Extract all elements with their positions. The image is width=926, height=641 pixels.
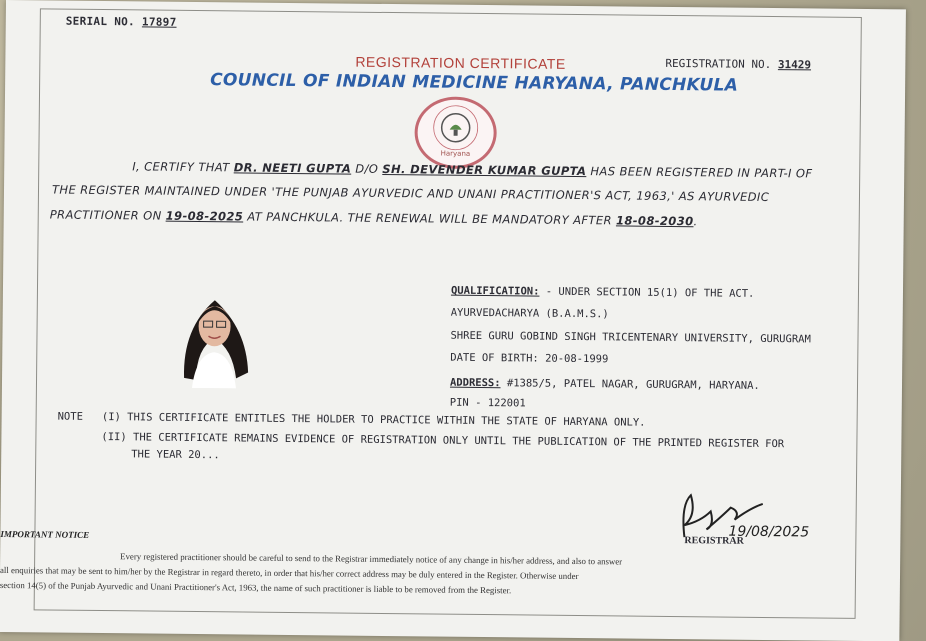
- dob-label: DATE OF BIRTH:: [450, 351, 539, 365]
- address-value: #1385/5, PATEL NAGAR, GURUGRAM, HARYANA.: [500, 377, 760, 392]
- certificate-title: REGISTRATION CERTIFICATE: [355, 53, 566, 72]
- university-text: SHREE GURU GOBIND SINGH TRICENTENARY UNIVERSITY, GURUGRAM: [450, 329, 811, 346]
- holder-name: DR. NEETI GUPTA: [233, 160, 352, 176]
- line3-mid: AT PANCHKULA. THE RENEWAL WILL BE MANDATORY AFTER: [243, 209, 617, 228]
- serial-number: [66, 15, 177, 29]
- note-text-1: (I) THIS CERTIFICATE ENTITLES THE HOLDER TO PRACTICE WITHIN THE STATE OF HARYANA ONLY.: [101, 411, 646, 429]
- dob-value: 20-08-1999: [538, 352, 609, 366]
- note-label: NOTE: [57, 410, 83, 423]
- pin-line: [450, 397, 526, 410]
- degree-text: AYURVEDACHARYA (B.A.M.S.): [450, 306, 609, 321]
- important-notice-heading: IMPORTANT NOTICE: [0, 528, 90, 540]
- certify-line-2: THE REGISTER MAINTAINED UNDER 'THE PUNJAB AYURVEDIC AND UNANI PRACTITIONER'S ACT, 1963,' AS AYURVEDIC: [51, 182, 770, 205]
- note-item-2-cont: THE YEAR 20...: [131, 448, 220, 462]
- council-name: COUNCIL OF INDIAN MEDICINE HARYANA, PANCHKULA: [210, 70, 739, 96]
- notice-line-3: section 14(5) of the Punjab Ayurvedic and Unani Practitioner's Act, 1963, the name of such practitioner is liable to be removed from the Register.: [0, 579, 512, 596]
- pin-label: PIN: [449, 396, 469, 409]
- council-seal: [414, 96, 497, 169]
- father-name: SH. DEVENDER KUMAR GUPTA: [382, 161, 587, 179]
- holder-photo: [162, 288, 263, 389]
- qualification-value: - UNDER SECTION 15(1) OF THE ACT.: [539, 285, 755, 300]
- registration-value: 31429: [777, 58, 812, 72]
- relation-text: D/O: [351, 161, 383, 176]
- notice-line-1: Every registered practitioner should be careful to send to the Registrar immediately notice of any change in his/her address, and also to answer: [120, 551, 623, 567]
- holder-portrait-icon: [162, 288, 263, 389]
- certify-prefix: I, CERTIFY THAT: [132, 159, 234, 175]
- note-item-2: (II) THE CERTIFICATE REMAINS EVIDENCE OF REGISTRATION ONLY UNTIL THE PUBLICATION OF THE PRINTED REGISTER FOR: [101, 431, 785, 451]
- serial-label: SERIAL NO.: [65, 14, 136, 29]
- seal-text: Haryana: [440, 149, 471, 158]
- pin-value: - 122001: [468, 396, 526, 410]
- notice-line-2: all enquiries that may be sent to him/her by the Registrar in regard thereto, in order that his/her correct address may be duly entered in the Register. Otherwise under: [0, 564, 579, 582]
- registration-label: REGISTRATION NO.: [665, 56, 772, 72]
- line3-prefix: PRACTITIONER ON: [49, 207, 166, 223]
- renewal-date: 18-08-2030: [615, 213, 694, 229]
- line3-suffix: .: [693, 214, 698, 229]
- serial-value: 17897: [141, 15, 177, 29]
- svg-text:19/08/2025: 19/08/2025: [728, 523, 810, 541]
- registrar-label: REGISTRAR: [684, 535, 744, 547]
- dob-line: [450, 352, 608, 366]
- registration-date: 19-08-2025: [165, 208, 244, 224]
- registration-number: [665, 57, 811, 72]
- qualification-label: QUALIFICATION:: [450, 284, 540, 298]
- certify-suffix: HAS BEEN REGISTERED IN PART-I OF: [586, 164, 813, 181]
- address-label: ADDRESS:: [449, 376, 501, 390]
